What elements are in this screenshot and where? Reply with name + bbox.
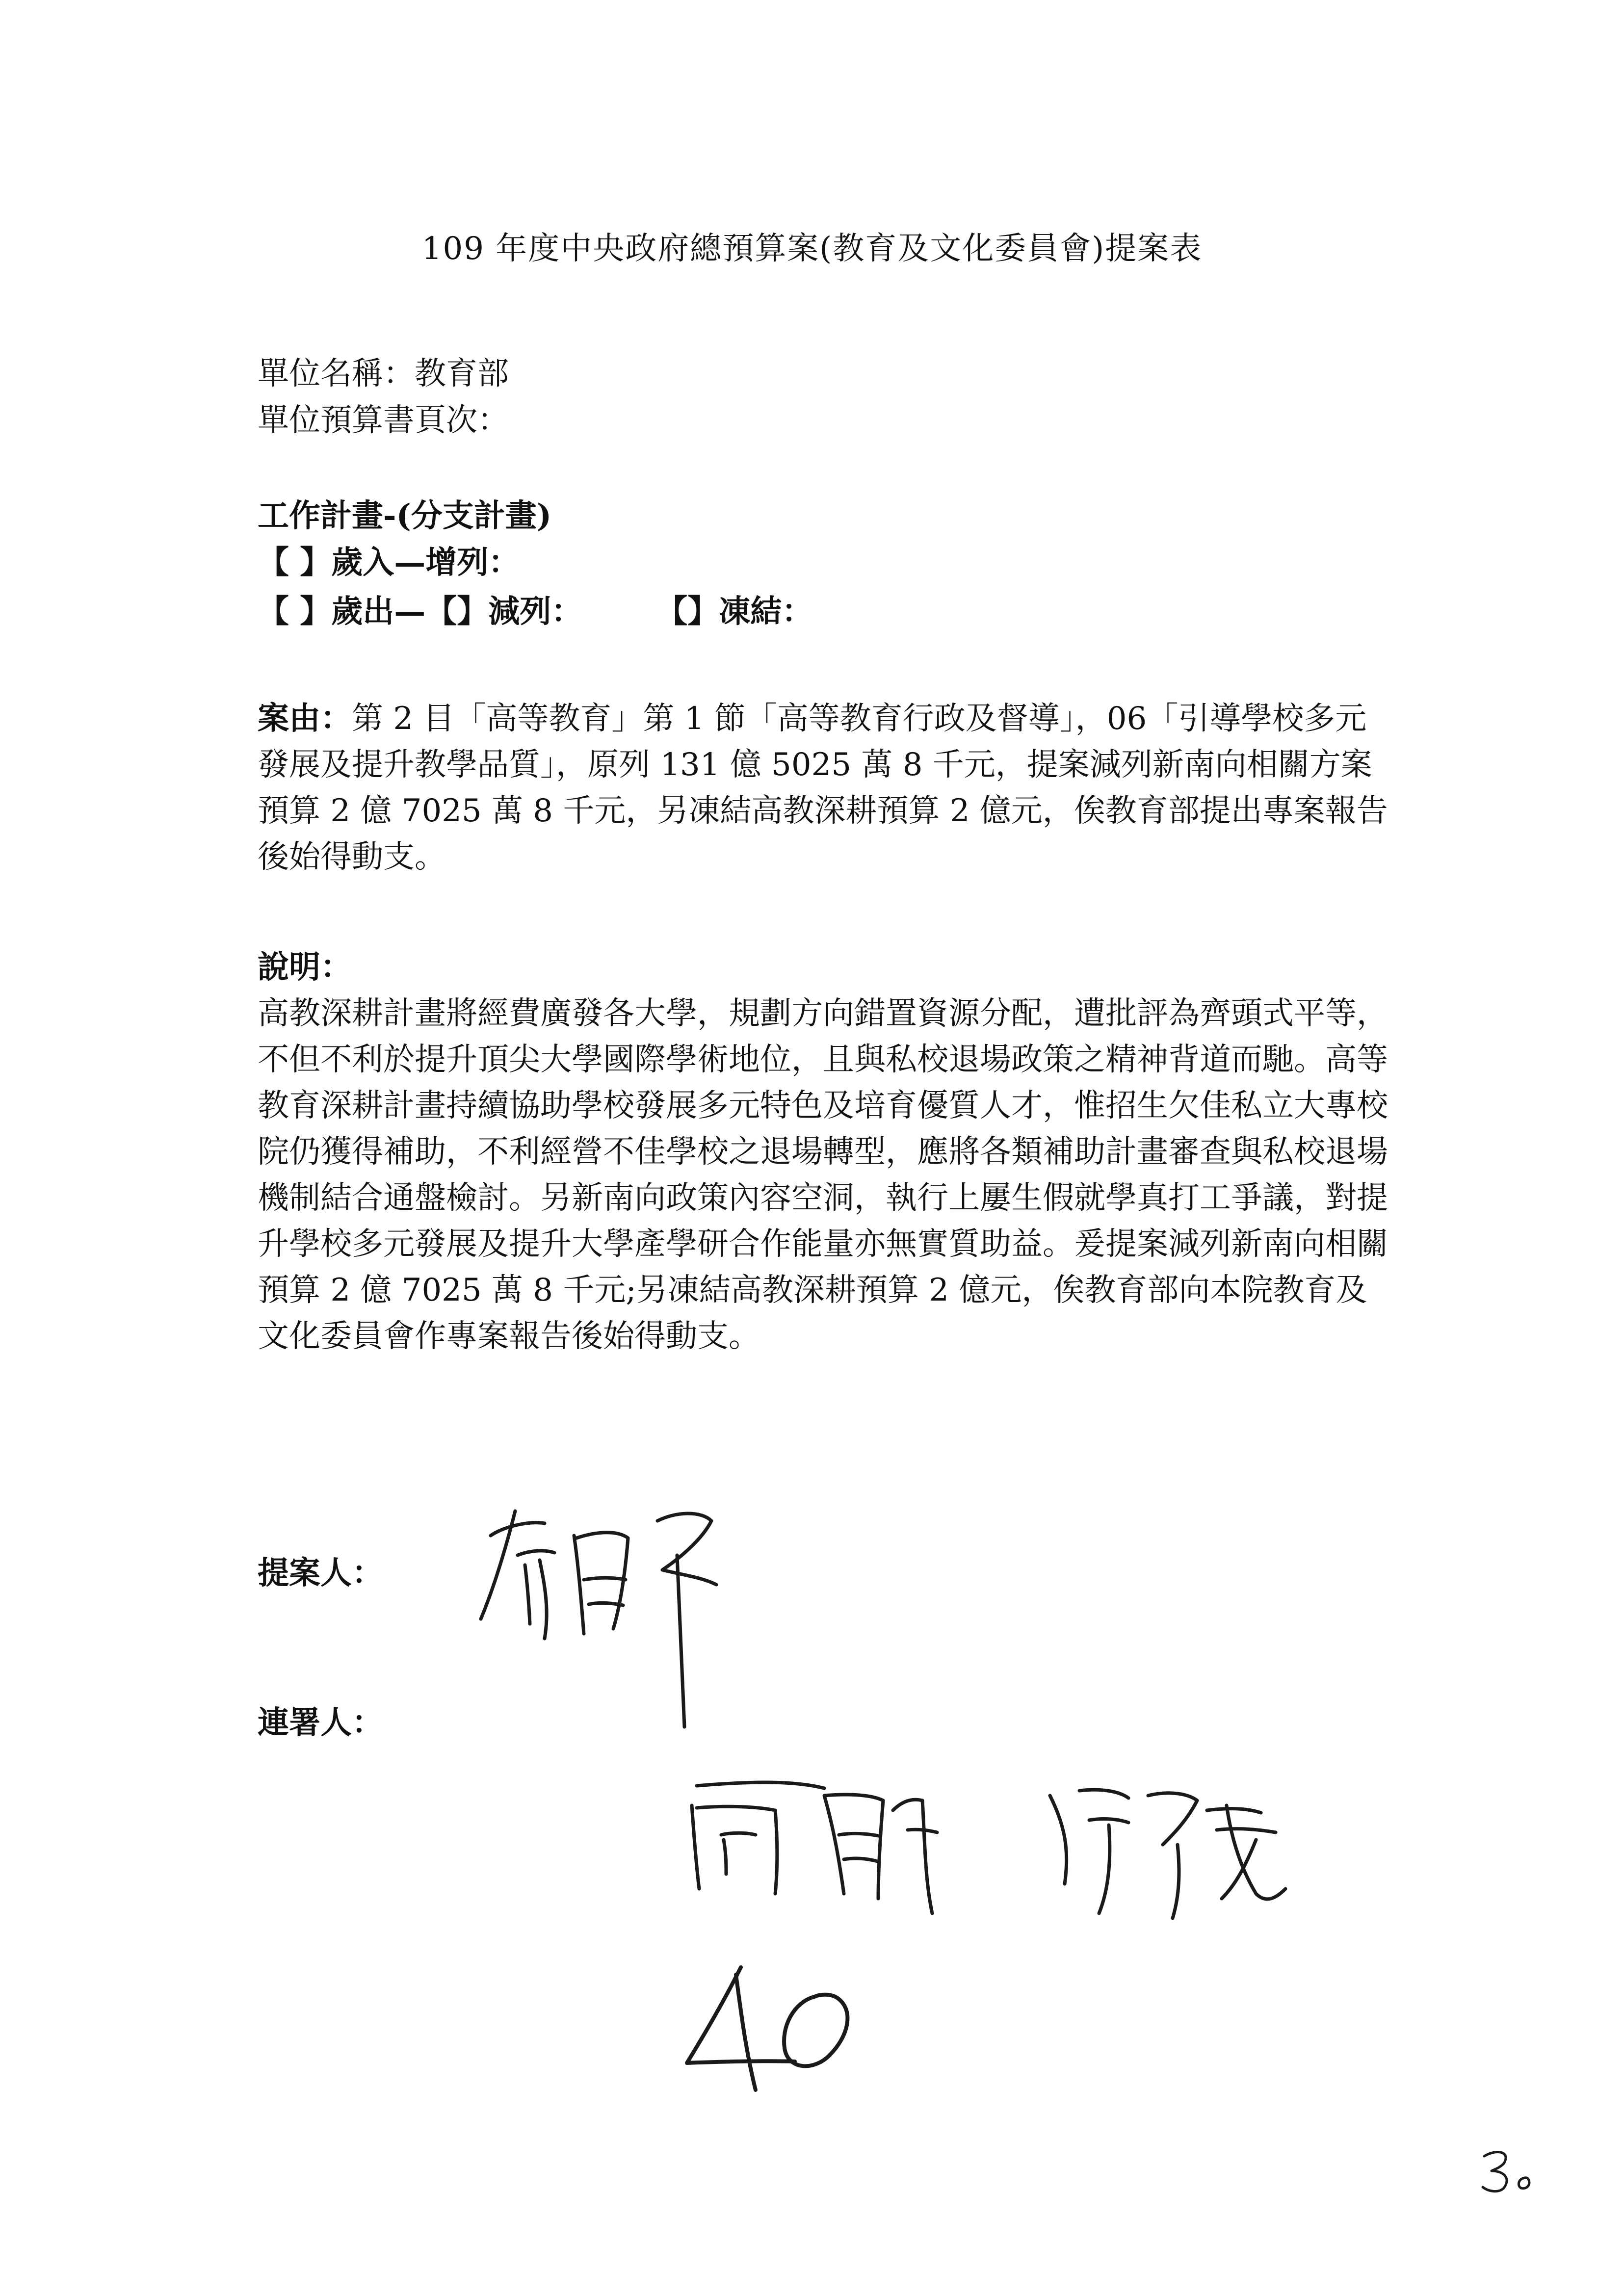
document-title: 109 年度中央政府總預算案(教育及文化委員會)提案表 (421, 231, 1203, 267)
handwritten-page-number (667, 1957, 873, 2105)
explanation-paragraph (258, 944, 1391, 1359)
case-label: 案由： (258, 700, 352, 737)
explanation-label: 說明： (258, 949, 352, 986)
cosigner-label: 連署人： (258, 1704, 383, 1741)
unit-name: 單位名稱：教育部 (258, 356, 509, 392)
work-plan: 工作計畫-(分支計畫) (258, 497, 552, 534)
explanation-text: 高教深耕計畫將經費廣發各大學，規劃方向錯置資源分配，遭批評為齊頭式平等，不但不利於提升頂尖大學國際學術地位，且與私校退場政策之精神背道而馳。高等教育深耕計畫持續協助學校發展多元特色及培育優質人才，惟招生欠佳私立大專校院仍獲得補助，不利經營不佳學校之退場轉型，應將各類補助計畫審查與私校退場機制結合通盤檢討。另新南向政策內容空洞，執行上屢生假就學真打工爭議，對提升學校多元發展及提升大學產學研合作能量亦無實質助益。爰提案減列新南向相關預算 2 億 7025 萬 8 千元;另凍結高教深耕預算 2 億元，俟教育部向本院教育及文化委員會作專案報告後始得動支。 (258, 995, 1388, 1355)
freeze-line: 【】凍結： (656, 593, 813, 630)
case-paragraph (258, 696, 1391, 880)
revenue-line: 【 】歲入—增列： (258, 544, 520, 581)
handwritten-corner-number (1477, 2144, 1545, 2198)
proposer-signature (471, 1491, 746, 1756)
expenditure-row (258, 593, 813, 630)
cosigner-signature (677, 1766, 1364, 1933)
expenditure-line: 【 】歲出—【】減列： (258, 593, 583, 630)
unit-page: 單位預算書頁次： (258, 402, 509, 439)
proposer-label: 提案人： (258, 1555, 383, 1592)
case-text: 第 2 目「高等教育」第 1 節「高等教育行政及督導」，06「引導學校多元發展及提升教學品質」，原列 131 億 5025 萬 8 千元，提案減列新南向相關方案預算 2 億 7025 萬 8 千元，另凍結高教深耕預算 2 億元，俟教育部提出專案報告後始得動支。 (258, 701, 1388, 875)
